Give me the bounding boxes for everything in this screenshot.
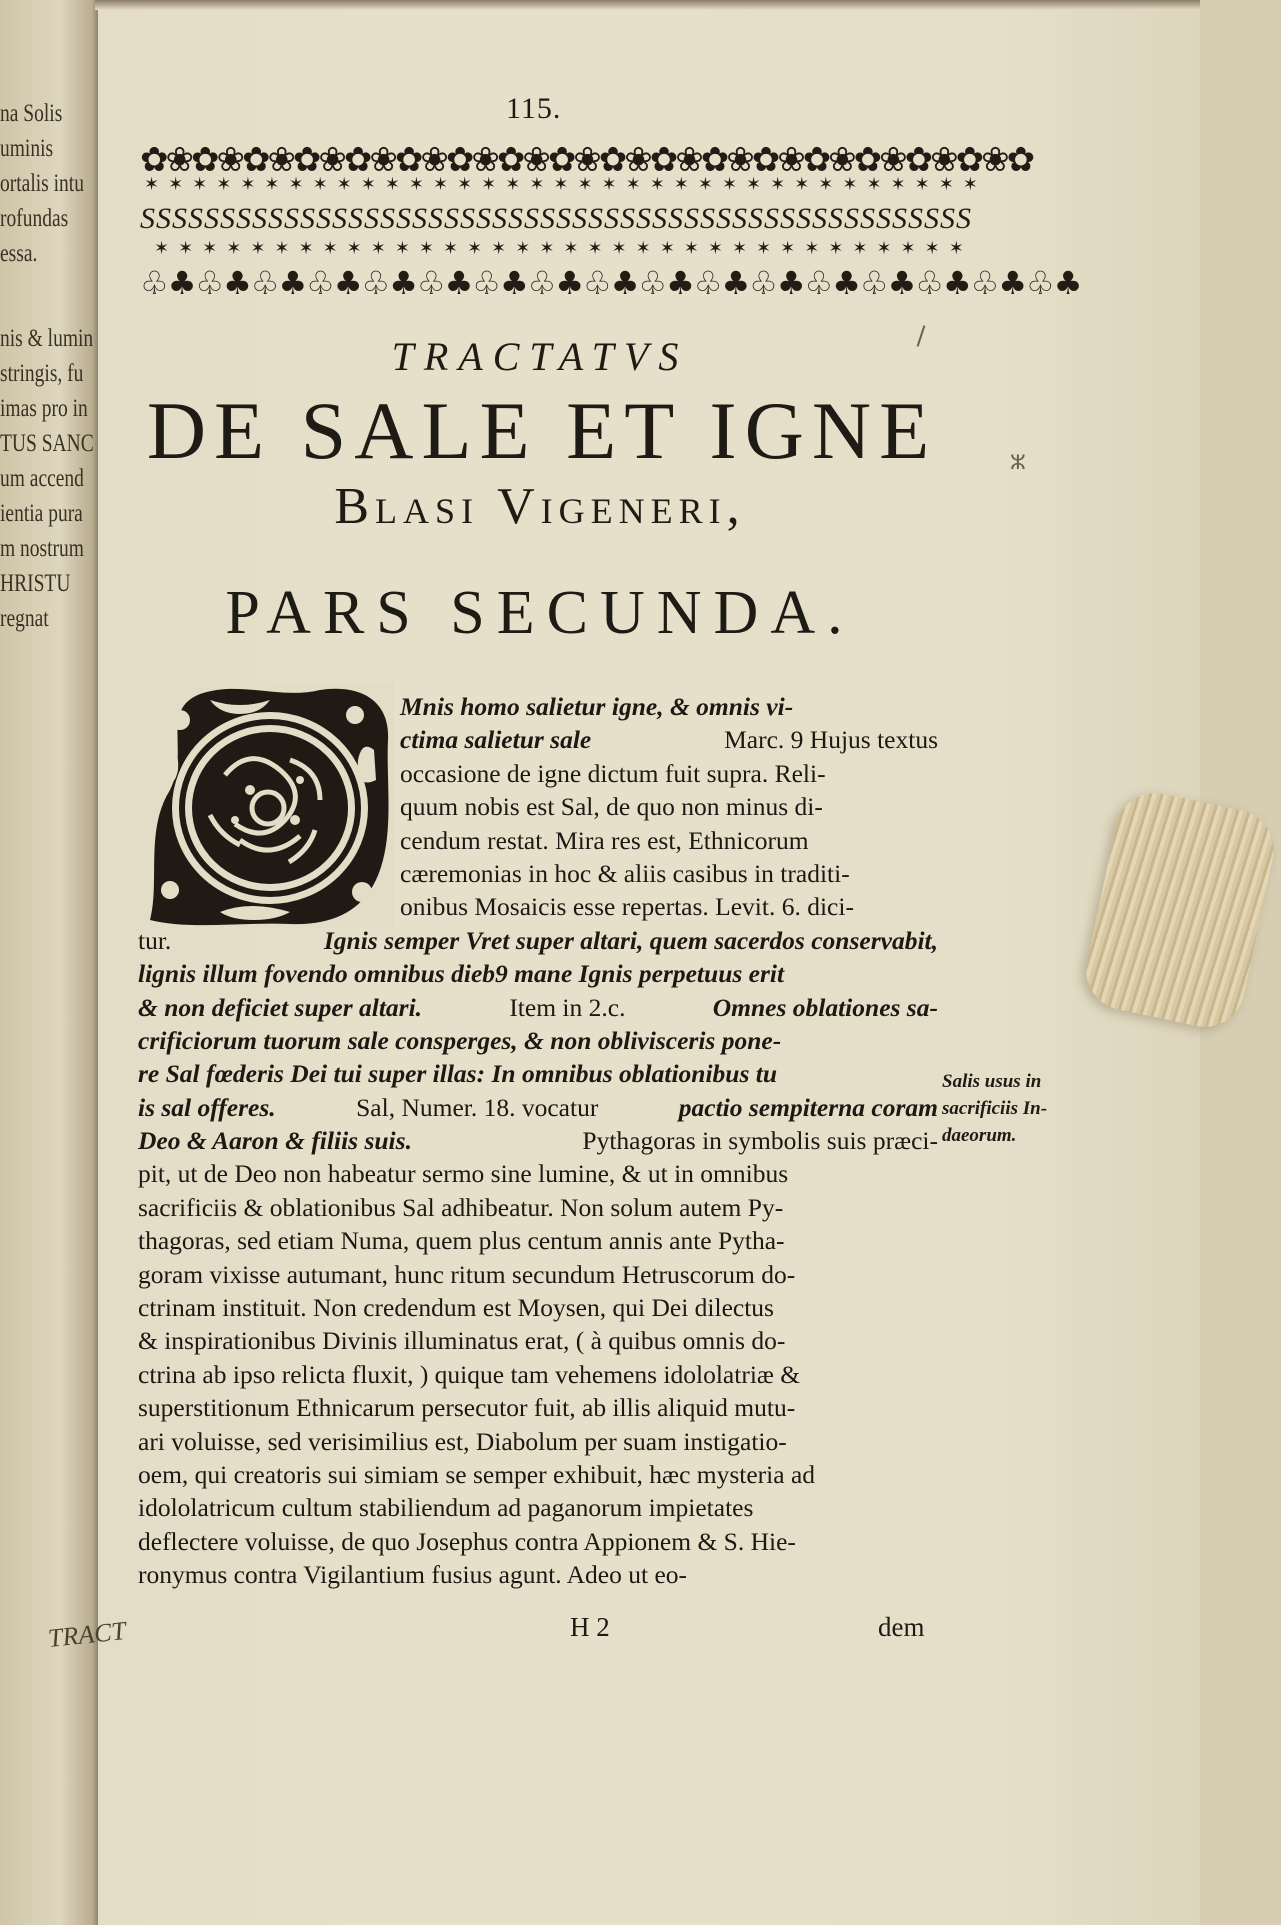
text-line <box>138 1558 938 1591</box>
text-span: cæremonias in hoc & aliis casibus in traditi- <box>400 858 850 888</box>
text-line <box>138 1057 938 1090</box>
text-span: Item in 2.c. <box>509 992 626 1022</box>
text-line <box>138 1425 938 1458</box>
text-span: ctima salietur sale <box>400 725 592 755</box>
text-span: Mnis homo salietur igne, & omnis vi- <box>400 692 794 721</box>
text-span: cendum restat. Mira res est, Ethnicorum <box>400 825 809 855</box>
text-span: pactio sempiterna coram <box>678 1092 938 1122</box>
text-span: ronymus contra Vigilantium fusius agunt. Adeo ut eo- <box>138 1560 688 1590</box>
text-line <box>138 690 938 723</box>
text-span: & non deficiet super altari. <box>138 992 423 1022</box>
text-line <box>138 1258 938 1291</box>
text-span: Deo & Aaron & filiis suis. <box>138 1126 412 1156</box>
author-name: Blasi Vigeneri, <box>334 478 746 535</box>
text-span: superstitionum Ethnicarum persecutor fuit, ab illis aliquid mutu- <box>138 1393 796 1423</box>
prev-page-line: na Solis <box>0 100 63 127</box>
prev-page-line: nis & lumin <box>0 325 94 352</box>
headpiece-ornament <box>140 140 1082 305</box>
prev-page-running-head: TRACT <box>46 1616 128 1654</box>
text-span: quum nobis est Sal, de quo non minus di- <box>400 792 823 822</box>
text-span: thagoras, sed etiam Numa, quem plus centum annis ante Pytha- <box>138 1226 785 1256</box>
text-line <box>138 957 938 990</box>
page-number: 115. <box>506 92 562 125</box>
ornament-row: ✿❀✿❀✿❀✿❀✿❀✿❀✿❀✿❀✿❀✿❀✿❀✿❀✿❀✿❀✿❀✿❀✿❀✿ <box>140 140 1033 180</box>
ornament-row: ✶✶✶✶✶✶✶✶✶✶✶✶✶✶✶✶✶✶✶✶✶✶✶✶✶✶✶✶✶✶✶✶✶✶ <box>154 238 973 259</box>
text-line <box>138 924 938 957</box>
text-line <box>138 1224 938 1257</box>
text-line <box>138 1024 938 1057</box>
text-line <box>138 857 938 890</box>
text-line <box>138 790 938 823</box>
margin-note <box>942 1068 1062 1149</box>
text-line <box>138 1091 938 1124</box>
text-line <box>138 1358 938 1391</box>
text-span: ctrina ab ipso relicta fluxit, ) quique tam vehemens idololatriæ & <box>138 1359 801 1389</box>
text-line <box>138 1291 938 1324</box>
text-line <box>138 1391 938 1424</box>
text-line <box>138 1157 938 1190</box>
margin-note-line: daeorum. <box>942 1125 1017 1146</box>
text-line <box>138 890 938 923</box>
prev-page-line: stringis, fu <box>0 360 84 387</box>
text-line <box>138 824 938 857</box>
text-line <box>138 1124 938 1157</box>
text-line <box>138 1458 938 1491</box>
ink-smudge: ⵣ <box>1010 450 1026 474</box>
text-line <box>138 757 938 790</box>
text-line <box>138 723 938 756</box>
text-span: sacrificiis & oblationibus Sal adhibeatur. Non solum autem Py- <box>138 1192 784 1222</box>
text-span: re Sal fœderis Dei tui super illas: In omnibus oblationibus tu <box>138 1059 778 1089</box>
text-span: pit, ut de Deo non habeatur sermo sine lumine, & ut in omnibus <box>138 1159 789 1189</box>
text-span: & inspirationibus Divinis illuminatus erat, ( à quibus omnis do- <box>138 1326 786 1356</box>
text-span: goram vixisse autumant, hunc ritum secundum Hetruscorum do- <box>138 1259 796 1289</box>
ornament-row: ♧♣♧♣♧♣♧♣♧♣♧♣♧♣♧♣♧♣♧♣♧♣♧♣♧♣♧♣♧♣♧♣♧♣ <box>140 264 1082 302</box>
text-span: idololatricum cultum stabiliendum ad paganorum impietates <box>138 1493 754 1523</box>
text-line <box>138 1491 938 1524</box>
prev-page-line: ientia pura <box>0 500 83 527</box>
page-title: DE SALE ET IGNE <box>146 385 938 476</box>
signature-mark: H 2 <box>570 1612 610 1642</box>
brush-object <box>1079 786 1281 1034</box>
text-span: ctrinam instituit. Non credendum est Moysen, qui Dei dilectus <box>138 1293 774 1323</box>
text-span: Omnes oblationes sa- <box>712 992 938 1022</box>
margin-note-line: sacrificiis In- <box>942 1098 1048 1119</box>
text-span: Pythagoras in symbolis suis præci- <box>582 1126 938 1156</box>
catchword: dem <box>878 1612 925 1642</box>
prev-page-line: imas pro in <box>0 395 88 422</box>
text-span: Sal, Numer. 18. vocatur <box>356 1092 599 1122</box>
previous-page-edge <box>0 96 100 636</box>
treatise-label: TRACTATVS <box>391 334 689 379</box>
text-line <box>138 991 938 1024</box>
ornament-row: SSSSSSSSSSSSSSSSSSSSSSSSSSSSSSSSSSSSSSSSSSSSSSSSSSSS <box>140 202 972 235</box>
text-span: onibus Mosaicis esse repertas. Levit. 6. dici- <box>400 892 854 922</box>
text-line <box>138 1191 938 1224</box>
text-span: crificiorum tuorum sale consperges, & non oblivisceris pone- <box>138 1025 782 1055</box>
prev-page-line: HRISTU <box>0 570 71 597</box>
text-span: tur. <box>138 925 172 955</box>
text-span: is sal offeres. <box>138 1092 276 1122</box>
prev-page-line: ortalis intu <box>0 170 84 197</box>
prev-page-line: essa. <box>0 240 38 267</box>
text-span: occasione de igne dictum fuit supra. Reli- <box>400 758 826 788</box>
page-top-edge <box>95 0 1200 10</box>
prev-page-line: rofundas <box>0 205 69 232</box>
part-heading: PARS SECUNDA. <box>225 579 855 647</box>
ornament-row: ✶✶✶✶✶✶✶✶✶✶✶✶✶✶✶✶✶✶✶✶✶✶✶✶✶✶✶✶✶✶✶✶✶✶✶ <box>144 174 987 195</box>
main-text <box>138 690 938 1592</box>
text-span: oem, qui creatoris sui simiam se semper exhibuit, hæc mysteria ad <box>138 1459 816 1489</box>
text-span: Marc. 9 Hujus textus <box>724 725 938 755</box>
text-span: ari voluisse, sed verisimilius est, Diabolum per suam instigatio- <box>138 1426 787 1456</box>
text-span: lignis illum fovendo omnibus dieb9 mane Ignis perpetuus erit <box>138 959 785 989</box>
prev-page-line: uminis <box>0 135 54 162</box>
text-line <box>138 1324 938 1357</box>
text-span: Ignis semper Vret super altari, quem sacerdos conservabit, <box>323 925 938 955</box>
text-line <box>138 1525 938 1558</box>
prev-page-line: um accend <box>0 465 84 492</box>
prev-page-line: regnat <box>0 605 49 632</box>
prev-page-line: m nostrum <box>0 535 84 562</box>
text-span: deflectere voluisse, de quo Josephus contra Appionem & S. Hie- <box>138 1526 796 1556</box>
margin-note-line: Salis usus in <box>942 1071 1042 1092</box>
prev-page-line: TUS SANC <box>0 430 94 457</box>
